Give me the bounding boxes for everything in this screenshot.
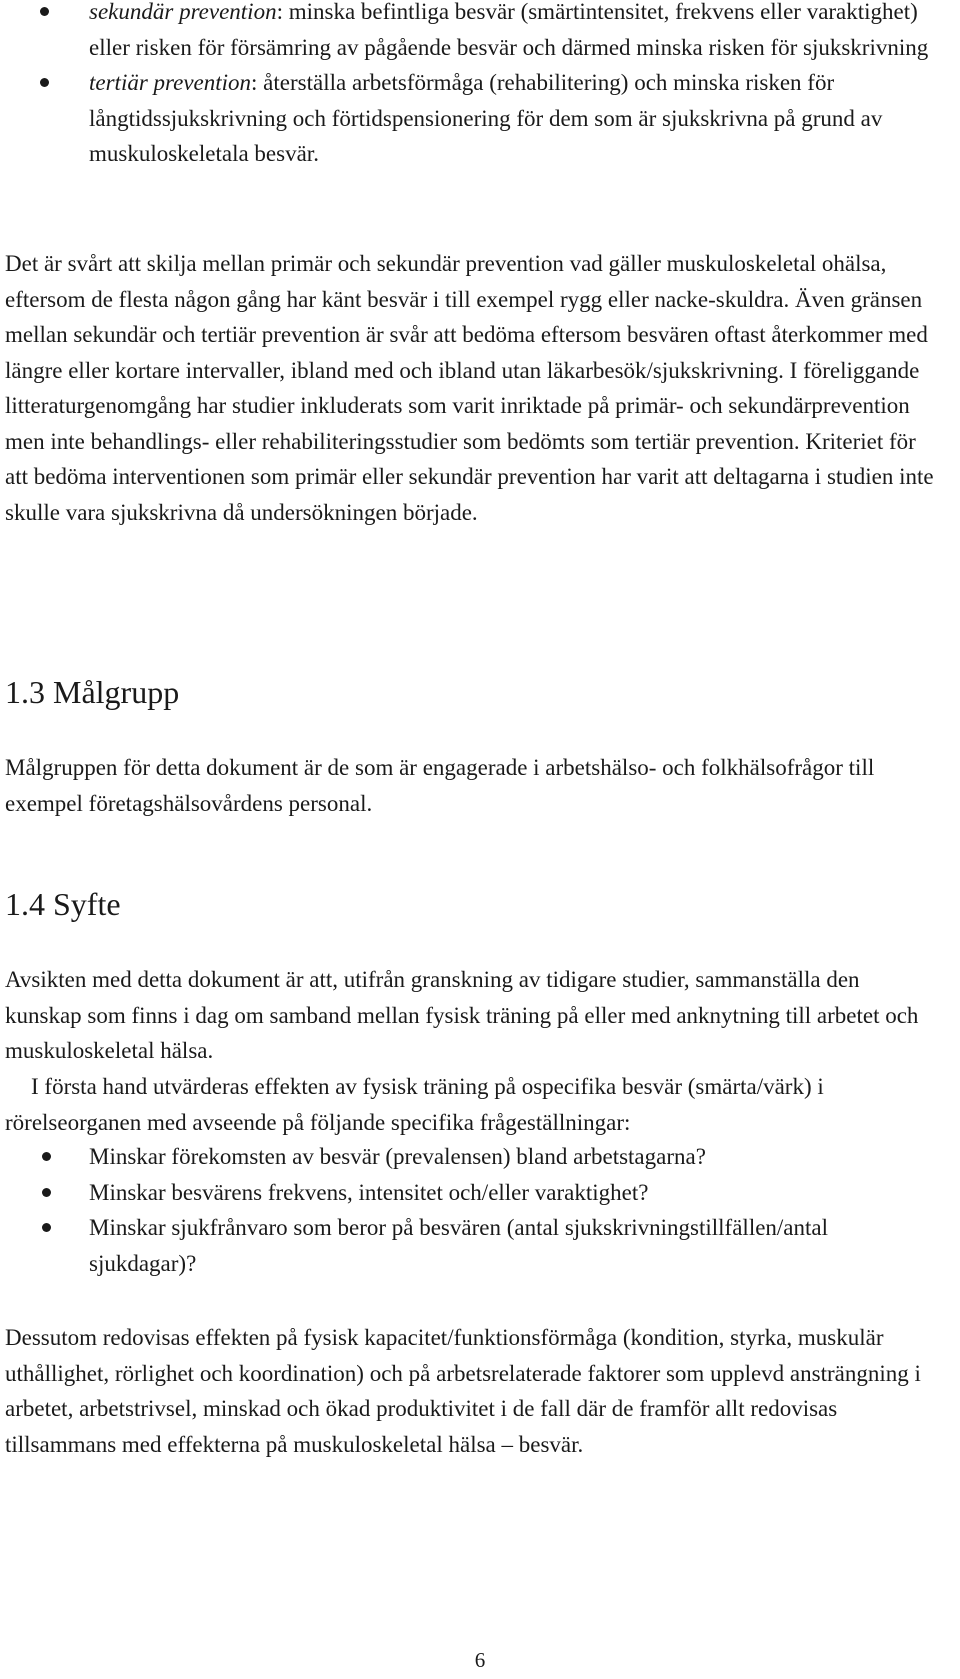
page-number: 6: [474, 1648, 486, 1672]
bullet-text: : minska befintliga besvär (smärtintensitet, frekvens eller varaktighet) eller risken för försämring av pågående besvär och därmed minska risken för sjukskrivning: [89, 0, 929, 60]
malgrupp-paragraph: Målgruppen för detta dokument är de som är engagerade i arbetshälso- och folkhälsofrågor till exempel företagshälsovårdens personal.: [5, 755, 875, 816]
bullet-icon: [40, 78, 49, 87]
list-item: [0, 65, 960, 172]
bullet-icon: [40, 7, 49, 16]
question-text: Minskar förekomsten av besvär (prevalensen) bland arbetstagarna?: [89, 1144, 706, 1169]
syfte-paragraph-3: Dessutom redovisas effekten på fysisk kapacitet/funktionsförmåga (kondition, styrka, muskulär uthållighet, rörlighet och koordination) och på arbetsrelaterade faktorer som upplevd ansträngning i arbetet, arbetstrivsel, minskad och ökad produktivitet i de fall där de framför allt redovisas tillsammans med effekterna på muskuloskeletal hälsa – besvär.: [5, 1325, 921, 1457]
prevention-bullet-list: [0, 0, 960, 172]
bullet-term: sekundär prevention: [89, 0, 277, 24]
list-item: [0, 0, 960, 65]
syfte-paragraph-2: I första hand utvärderas effekten av fysisk träning på ospecifika besvär (smärta/värk) i rörelseorganen med avseende på följande specifika frågeställningar:: [5, 1074, 824, 1135]
bullet-text: : återställa arbetsförmåga (rehabilitering) och minska risken för långtidssjukskrivning och förtidspensionering för dem som är sjukskrivna på grund av muskuloskeletala besvär.: [89, 70, 883, 166]
question-text: Minskar sjukfrånvaro som beror på besvären (antal sjukskrivningstillfällen/antal sjukdagar)?: [89, 1215, 828, 1276]
syfte-paragraph: Avsikten med detta dokument är att, utifrån granskning av tidigare studier, sammanställa den kunskap som finns i dag om samband mellan fysisk träning på eller med anknytning till arbetet och muskuloskeletal hälsa.: [5, 967, 919, 1063]
section-heading-malgrupp: 1.3 Målgrupp: [5, 674, 180, 710]
question-text: Minskar besvärens frekvens, intensitet och/eller varaktighet?: [89, 1179, 649, 1205]
bullet-icon: [42, 1188, 51, 1197]
bullet-term: tertiär prevention: [89, 70, 252, 95]
question-list: [0, 1139, 960, 1281]
list-item: [0, 1175, 960, 1211]
prevention-paragraph: Det är svårt att skilja mellan primär och sekundär prevention vad gäller muskuloskeletal ohälsa, eftersom de flesta någon gång har känt besvär i till exempel rygg eller nacke-skuldra. Även gränsen mellan sekundär och tertiär prevention är svår att bedöma eftersom besvären oftast återkommer med längre eller kortare intervaller, ibland med och ibland utan läkarbesök/sjukskrivning. I föreliggande litteraturgenomgång har studier inkluderats som varit inriktade på primär- och sekundärprevention men inte behandlings- eller rehabiliteringsstudier som bedömts som tertiär prevention. Kriteriet för att bedöma interventionen som primär eller sekundär prevention har varit att deltagarna i studien inte skulle vara sjukskrivna då undersökningen började.: [5, 251, 934, 525]
list-item: [0, 1210, 960, 1281]
bullet-icon: [42, 1223, 51, 1232]
list-item: [0, 1139, 960, 1175]
bullet-icon: [42, 1152, 51, 1161]
section-heading-syfte: 1.4 Syfte: [5, 886, 121, 922]
